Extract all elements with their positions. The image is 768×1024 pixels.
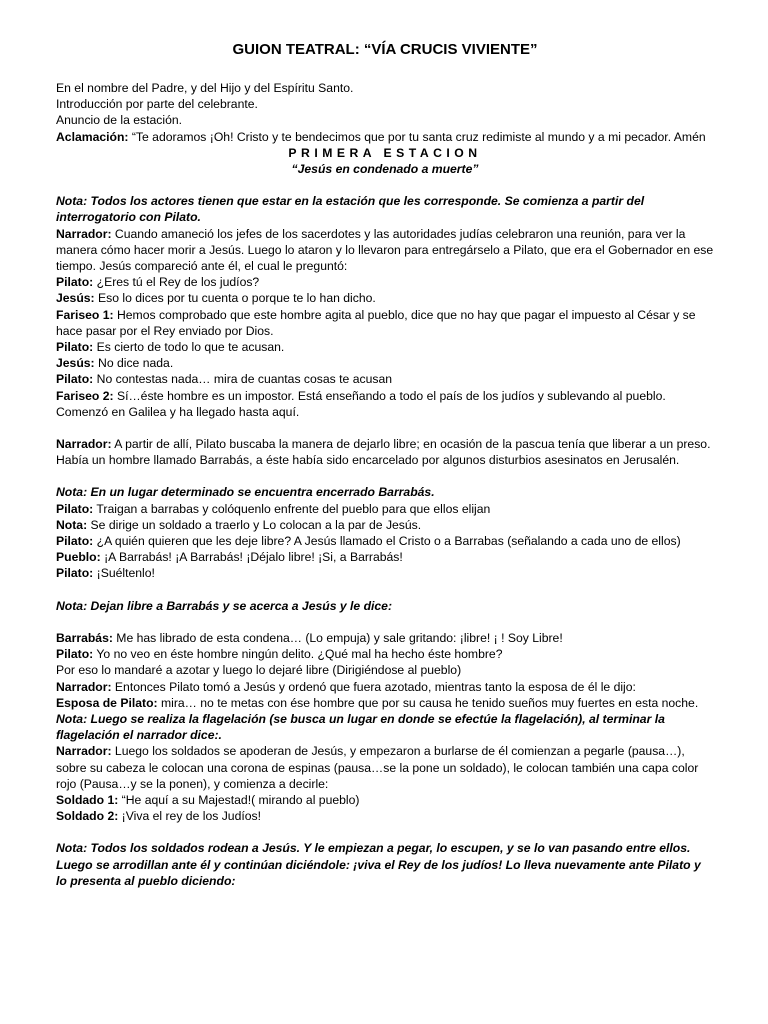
speaker-label: Nota:	[56, 517, 88, 532]
spacer	[56, 420, 714, 436]
intro-line: En el nombre del Padre, y del Hijo y del Espíritu Santo.	[56, 81, 354, 95]
scene-block	[56, 598, 714, 614]
speaker-label: Narrador:	[56, 744, 112, 759]
dialogue-text: ¿A quién quieren que les deje libre? A Jesús llamado el Cristo o a Barrabas (señalando a cada uno de ellos)	[93, 534, 681, 549]
dialogue-text: No contestas nada… mira de cuantas cosas te acusan	[93, 372, 393, 387]
scene-block	[56, 630, 714, 824]
stage-note: Nota: Luego se realiza la flagelación (se busca un lugar en donde se efectúe la flagelación), al terminar la flagelación el narrador dice:.	[56, 711, 665, 743]
dialogue-text: Yo no veo en éste hombre ningún delito. ¿Qué mal ha hecho éste hombre?	[93, 647, 503, 662]
stage-note: Nota: Dejan libre a Barrabás y se acerca a Jesús y le dice:	[56, 598, 393, 613]
dialogue-text: Hemos comprobado que este hombre agita al pueblo, dice que no hay que pagar el impuesto al César y se hace pasar por el Rey enviado por Dios.	[56, 307, 696, 338]
dialogue-text: Se dirige un soldado a traerlo y Lo colocan a la par de Jesús.	[87, 517, 422, 532]
dialogue-line	[56, 630, 714, 646]
speaker-label: Jesús:	[56, 356, 95, 371]
speaker-label: Esposa de Pilato:	[56, 695, 158, 710]
dialogue-text: ¿Eres tú el Rey de los judíos?	[93, 275, 260, 290]
scene-block	[56, 436, 714, 468]
dialogue-text: Eso lo dices por tu cuenta o porque te lo han dicho.	[94, 291, 376, 306]
aclamacion-label: Aclamación:	[56, 129, 129, 144]
speaker-label: Fariseo 1:	[56, 307, 114, 322]
dialogue-line	[56, 339, 714, 355]
speaker-label: Soldado 1:	[56, 792, 119, 807]
speaker-label: Soldado 2:	[56, 809, 119, 824]
intro-line: Anuncio de la estación.	[56, 113, 183, 128]
spacer	[56, 614, 714, 630]
dialogue-line	[56, 371, 714, 387]
document-title: GUION TEATRAL: “VÍA CRUCIS VIVIENTE”	[232, 41, 538, 58]
dialogue-line	[56, 808, 714, 824]
dialogue-line	[56, 274, 714, 290]
dialogue-line	[56, 436, 714, 468]
speaker-label: Pilato:	[56, 372, 94, 387]
dialogue-text: ¡A Barrabás! ¡A Barrabás! ¡Déjalo libre! ¡Si, a Barrabás!	[100, 550, 403, 565]
speaker-label: Pilato:	[56, 647, 94, 662]
dialogue-line	[56, 743, 714, 792]
dialogue-text: Traigan a barrabas y colóquenlo enfrente del pueblo para que ellos elijan	[93, 501, 491, 516]
dialogue-text: Luego los soldados se apoderan de Jesús, y empezaron a burlarse de él comienzan a pegarle (pausa…), sobre su cabeza le colocan una corona de espinas (pausa…se la pone un soldado), le colocan también una capa color rojo (Pausa…y se la ponen), y comienza a decirle:	[56, 744, 699, 791]
dialogue-text: Es cierto de todo lo que te acusan.	[93, 340, 285, 355]
dialogue-text: A partir de allí, Pilato buscaba la manera de dejarlo libre; en ocasión de la pascua tenía que liberar a un preso. Había un hombre llamado Barrabás, a éste había sido encarcelado por algunos disturbios asesinatos en Jerusalén.	[56, 437, 711, 468]
scene-block	[56, 484, 714, 581]
station-subtitle: “Jesús en condenado a muerte”	[291, 162, 479, 177]
dialogue-line	[56, 533, 714, 549]
station-heading: PRIMERA ESTACION	[288, 145, 482, 160]
speaker-label: Fariseo 2:	[56, 388, 114, 403]
spacer	[56, 177, 714, 193]
dialogue-line	[56, 355, 714, 371]
scene-block	[56, 840, 714, 889]
speaker-label: Pilato:	[56, 501, 94, 516]
stage-note: Nota: Todos los actores tienen que estar en la estación que les corresponde. Se comienza a partir del interrogatorio con Pilato.	[56, 194, 645, 225]
dialogue-line	[56, 792, 714, 808]
speaker-label: Barrabás:	[56, 630, 113, 645]
stage-note: Nota: En un lugar determinado se encuentra encerrado Barrabás.	[56, 485, 435, 500]
dialogue-text: ¡Suéltenlo!	[93, 566, 155, 581]
dialogue-line	[56, 290, 714, 306]
speaker-label: Pueblo:	[56, 550, 101, 565]
spacer	[56, 824, 714, 840]
dialogue-text: “He aquí a su Majestad!( mirando al pueblo)	[118, 792, 360, 807]
dialogue-line	[56, 307, 714, 339]
aclamacion-line	[56, 129, 714, 145]
dialogue-line	[56, 517, 714, 533]
dialogue-text: Cuando amaneció los jefes de los sacerdotes y las autoridades judías celebraron una reunión, para ver la manera cómo hacer morir a Jesús. Luego lo ataron y lo llevaron para entregárselo a Pilato, que era el Gobernador en ese tiempo. Jesús compareció ante él, el cual le preguntó:	[56, 226, 714, 274]
speaker-label: Jesús:	[56, 291, 95, 306]
speaker-label: Narrador:	[56, 437, 112, 452]
speaker-label: Pilato:	[56, 340, 94, 355]
dialogue-text: Sí…éste hombre es un impostor. Está enseñando a todo el país de los judíos y sublevando al pueblo. Comenzó en Galilea y ha llegado hasta aquí.	[56, 388, 666, 419]
intro-block	[56, 80, 714, 145]
dialogue-text: mira… no te metas con ése hombre que por su causa he tenido sueños muy fuertes en esta noche.	[157, 695, 699, 710]
spacer	[56, 468, 714, 484]
dialogue-text: Entonces Pilato tomó a Jesús y ordenó que fuera azotado, mientras tanto la esposa de él le dijo:	[111, 679, 636, 694]
aclamacion-text: “Te adoramos ¡Oh! Cristo y te bendecimos que por tu santa cruz redimiste al mundo y a mi pecador. Amén	[128, 129, 706, 144]
dialogue-text: No dice nada.	[94, 356, 174, 371]
dialogue-line: Por eso lo mandaré a azotar y luego lo dejaré libre (Dirigiéndose al pueblo)	[56, 663, 462, 678]
dialogue-text: Me has librado de esta condena… (Lo empuja) y sale gritando: ¡libre! ¡ ! Soy Libre!	[112, 630, 563, 645]
dialogue-line	[56, 501, 714, 517]
spacer	[56, 582, 714, 598]
dialogue-line	[56, 565, 714, 581]
dialogue-line	[56, 388, 714, 420]
scene-block	[56, 193, 714, 420]
speaker-label: Pilato:	[56, 534, 94, 549]
dialogue-line	[56, 549, 714, 565]
dialogue-line	[56, 695, 714, 711]
dialogue-line	[56, 646, 714, 662]
dialogue-line	[56, 679, 714, 695]
speaker-label: Narrador:	[56, 679, 112, 694]
dialogue-text: ¡Viva el rey de los Judíos!	[118, 809, 262, 824]
speaker-label: Narrador:	[56, 226, 112, 241]
intro-line: Introducción por parte del celebrante.	[56, 97, 258, 112]
speaker-label: Pilato:	[56, 566, 94, 581]
speaker-label: Pilato:	[56, 275, 94, 290]
dialogue-line	[56, 226, 714, 275]
stage-note: Nota: Todos los soldados rodean a Jesús. Y le empiezan a pegar, lo escupen, y se lo van pasando entre ellos. Luego se arrodillan ante él y continúan diciéndole: ¡viva el Rey de los judíos! Lo lleva nuevamente ante Pilato y lo presenta al pueblo diciendo:	[56, 841, 701, 888]
